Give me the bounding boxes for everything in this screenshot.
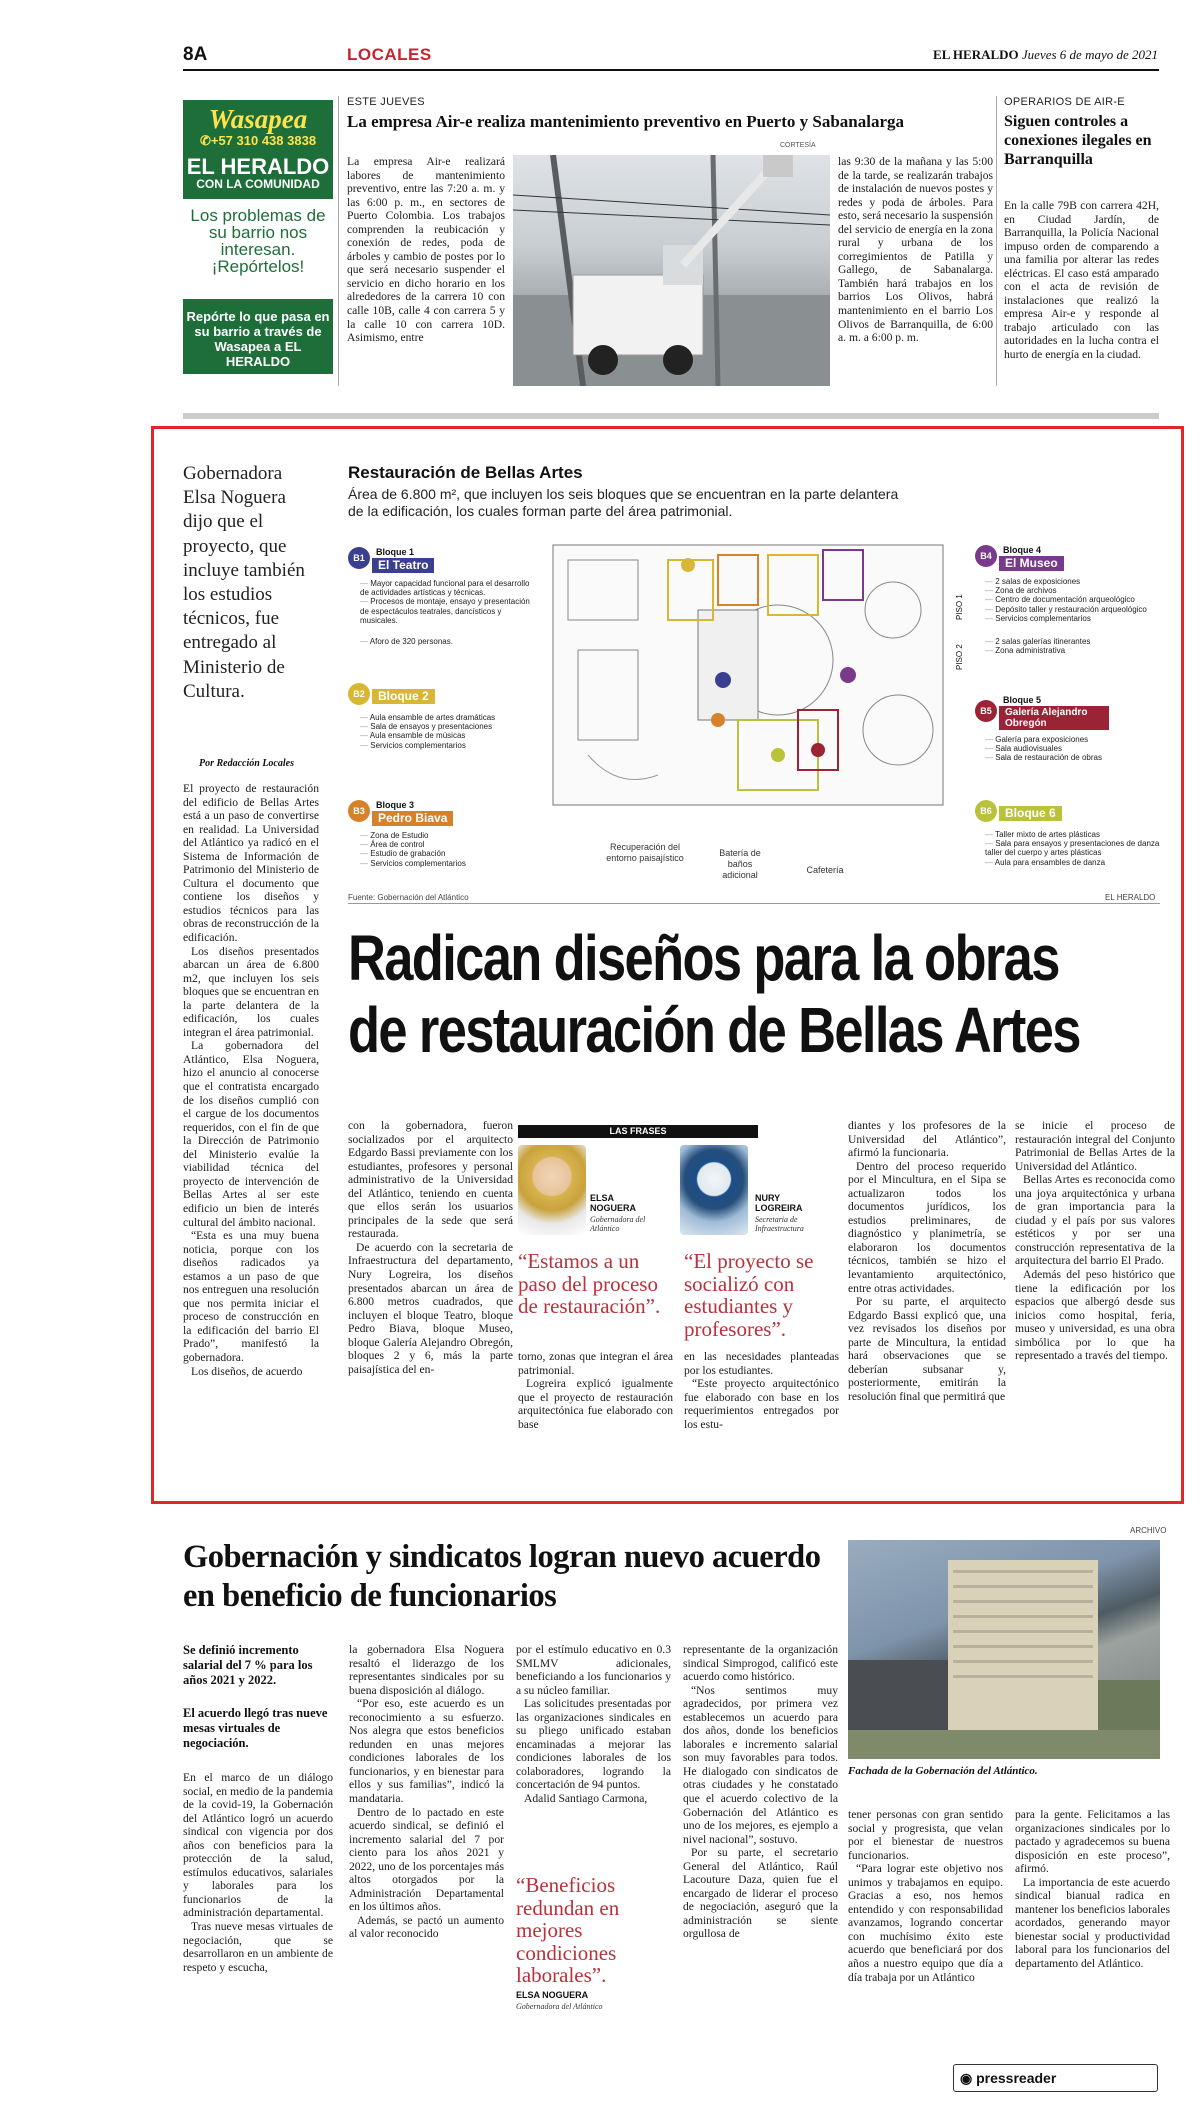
wasapea-body: Los problemas de su barrio nos interesan. ¡Repórtelos! (183, 199, 333, 299)
block-features (985, 735, 1160, 763)
block-name: Pedro Biava (372, 811, 453, 826)
block-badge: B5 (975, 700, 997, 722)
paragraph: con la gobernadora, fueron socializados por el arquitecto Edgardo Bassi previamente con los estudiantes, profesores y personal administrativo de la Universidad del Atlántico, teniendo en cuenta que ellos serán los usuarios principales de la sede que será restaurada. (348, 1119, 513, 1241)
block-feature: — Aforo de 320 personas. (360, 637, 540, 646)
page-number: 8A (183, 44, 208, 65)
block-label: Bloque 4 (1003, 545, 1042, 555)
paragraph: para la gente. Felicitamos a las organizaciones sindicales por lo pactado y agradecemos su buena disposición en este proceso”, afirmó. (1015, 1808, 1170, 1876)
paragraph: El proyecto de restauración del edificio de Bellas Artes está a un paso de convertirse en realidad. La Universidad del Atlántico ya radicó en el Sistema de Información de Patrimonio del Ministerio de Cultura el documento que contiene los diseños y estudios técnicos para las obras de reconstrucción de la edificación. (183, 782, 319, 945)
block-feature: — Sala de restauración de obras (985, 753, 1160, 762)
plan-marker-b6 (771, 748, 785, 762)
block-feature: — Aula ensamble de músicas (360, 731, 540, 740)
main-story-column (684, 1350, 839, 1431)
section-divider (183, 413, 1159, 419)
plan-marker-b2 (681, 558, 695, 572)
plan-marker-b1 (715, 672, 731, 688)
masthead (933, 47, 1158, 63)
block-legend-b4 (975, 545, 1160, 665)
block-label: Bloque 3 (376, 800, 415, 810)
headline-line: de restauración de Bellas Artes (348, 994, 1080, 1066)
main-headline (348, 922, 1080, 1066)
paragraph: Los diseños, de acuerdo (191, 1364, 303, 1378)
plan-label: Cafetería (806, 865, 844, 875)
bottom-story-column (1015, 1808, 1170, 1971)
block-feature: — Servicios complementarios (360, 859, 540, 868)
paragraph: La importancia de este acuerdo sindical bianual radica en mantener los beneficios laborales acordados, generando mayor bienestar social y productividad laboral para los funcionarios del departamento del Atlántico. (1015, 1875, 1170, 1971)
paragraph: Tras nueve mesas virtuales de negociación, que se desarrollaron en un ambiente de respeto y escucha, (183, 1920, 333, 1974)
bottom-headline: Gobernación y sindicatos logran nuevo acuerdo en beneficio de funcionarios (183, 1539, 821, 1614)
block-feature: — Sala para ensayos y presentaciones de danza taller del cuerpo y artes plásticas (985, 839, 1160, 857)
photo-caption: Fachada de la Gobernación del Atlántico. (848, 1765, 1038, 1777)
block-legend-b1 (348, 547, 538, 647)
right-story-body: En la calle 79B con carrera 42H, en Ciudad Jardín, de Barranquilla, la Policía Nacional impuso orden de comparendo a una familia por alterar las redes eléctricas. El caso está amparado con el acta de revisión de instalaciones que realizó la empresa Air-e y responde al trabajo articulado con las autoridades en la lucha contra el hurto de energía en la ciudad. (1004, 199, 1159, 362)
photo-credit: ARCHIVO (1130, 1526, 1167, 1535)
paragraph: La gobernadora del Atlántico, Elsa Noguera, hizo el anuncio al conocerse que el contratista encargado de los diseños cumplió con el cargue de los documentos requeridos, con el fin de que la Dirección de Patrimonio del Ministerio evalúe la viabilidad técnica del proyecto de intervención de Bellas Artes al ser este edificio un bien de interés cultural del ámbito nacional. (183, 1039, 319, 1229)
block-feature: — Taller mixto de artes plásticas (985, 830, 1160, 839)
plan-marker-b5 (811, 743, 825, 757)
block-features (360, 579, 540, 646)
wasapea-phone: ✆+57 310 438 3838 (199, 133, 317, 148)
block-features (985, 577, 1160, 655)
bottom-story-column (683, 1643, 838, 1941)
block-name: Bloque 2 (372, 689, 435, 704)
paragraph: se inicie el proceso de restauración integral del Conjunto Patrimonial de Bellas Artes de la Universidad del Atlántico. (1015, 1119, 1175, 1173)
paragraph: “Esta es una muy buena noticia, porque con los diseños radicados ya estamos a un paso de que nos entreguen una resolución que nos permita iniciar el proceso de construcción en la edificación del barrio El Prado”, manifestó la gobernadora. (183, 1229, 319, 1364)
top-story-photo (513, 155, 830, 386)
block-features (985, 830, 1160, 867)
paragraph: Dentro de lo pactado en este acuerdo sindical, se definió el incremento salarial del 7 por ciento para los años 2021 y 2022, uno de los porcentajes más altos otorgados por la Administración Departamental en los últimos años. (349, 1805, 504, 1914)
block-feature: — Servicios complementarios (360, 741, 540, 750)
wasapea-footer: Repórte lo que pasa en su barrio a través de Wasapea a EL HERALDO (186, 309, 330, 369)
paragraph: “Nos sentimos muy agradecidos, por primera vez establecemos un acuerdo para dos años, donde los beneficios laborales e incremento salarial son muy favorables para todos. He dialogado con sindicatos de otras ciudades y he constatado que el acuerdo colectivo de la Gobernación del Atlántico es uno de los mejores, es ejemplo a nivel nacional”, sostuvo. (683, 1683, 838, 1846)
paragraph: torno, zonas que integran el área patrimonial. (518, 1350, 673, 1377)
quote-role: Secretaria de Infraestructura (755, 1215, 804, 1233)
block-feature: — Sala audiovisuales (985, 744, 1160, 753)
infographic-subtitle: Área de 6.800 m², que incluyen los seis bloques que se encuentran en la parte delantera de la edificación, los cuales forman parte del área patrimonial. (348, 486, 899, 519)
pull-quote: “Beneficios redundan en mejores condiciones laborales”. (516, 1873, 620, 1987)
plan-label: Recuperación del entorno paisajístico (606, 842, 684, 863)
floor-label: PISO 1 (955, 594, 964, 620)
right-story-title: Siguen controles a conexiones ilegales en Barranquilla (1004, 113, 1152, 168)
whatsapp-icon: ✆ (199, 133, 211, 148)
infographic-title: Restauración de Bellas Artes (348, 463, 583, 482)
top-story-column: las 9:30 de la mañana y las 5:00 de la tarde, se realizarán trabajos de instalación de nuevos postes y redes y poda de árboles. Para esto, será necesario la suspensión del servicio de energía en la zona rural y urbana de los corregimientos de Patilla y Gallego, de Sabanalarga. También hará trabajos en los barrios Los Olivos, habrá mantenimiento en el barrio Los Olivos de Barranquilla, de 6:00 a. m. a 6:00 p. m. (838, 155, 993, 345)
plan-marker-b3 (711, 713, 725, 727)
quote-name: ELSA NOGUERA (516, 1990, 589, 2000)
quote-role: Gobernadora del Atlántico (590, 1215, 646, 1233)
pressreader-badge[interactable] (953, 2064, 1158, 2092)
block-feature: — 2 salas de exposiciones (985, 577, 1160, 586)
infographic-credit: EL HERALDO (1105, 893, 1156, 902)
top-story-kicker: ESTE JUEVES (347, 96, 425, 108)
block-badge: B2 (348, 683, 370, 705)
block-name: El Teatro (372, 558, 434, 573)
summary-point: El acuerdo llegó tras nueve mesas virtuales de negociación. (183, 1706, 328, 1750)
block-legend-b6 (975, 800, 1160, 880)
floor-label: PISO 2 (955, 644, 964, 670)
plan-label: Batería de baños adicional (719, 848, 761, 880)
block-badge: B4 (975, 545, 997, 567)
bottom-story-column (516, 1643, 671, 1806)
top-story-column: La empresa Air-e realizará labores de mantenimiento preventivo, entre las 7:20 a. m. y las 6:00 p. m., en sectores de Puerto Colombia. Los trabajos comprenden la reubicación y conexión de redes, poda de árboles y cambio de postes por lo que será necesario suspender el servicio en dicho horario en los alrededores de la carrera 10 con calle 10B, calle 4 con carrera 5 y la calle 10 con carrera 10D. Asimismo, entre (347, 155, 505, 345)
main-story-lede: Gobernadora Elsa Noguera dijo que el proyecto, que incluye también los estudios técnicos, fue entregado al Ministerio de Cultura. (183, 463, 305, 702)
column-divider (996, 96, 997, 386)
quote-role: Gobernadora del Atlántico (516, 2002, 603, 2011)
block-label: Bloque 1 (376, 547, 415, 557)
block-features (360, 713, 540, 750)
block-feature: — Aula ensamble de artes dramáticas (360, 713, 540, 722)
block-legend-b5 (975, 695, 1160, 775)
block-feature: — Área de control (360, 840, 540, 849)
infographic-rule (348, 903, 1160, 904)
paragraph: Dentro del proceso requerido por el Mincultura, en el Sipa se actualizaron todos los documentos jurídicos, los estudios preliminares, de diagnóstico y planimetría, se elaboraron los documentos técnicos, también se hizo el levantamiento arquitectónico, entre otras actividades. (848, 1159, 1006, 1295)
wasapea-brand-sub: CON LA COMUNIDAD (196, 177, 320, 191)
wasapea-ad (183, 100, 333, 374)
block-features (360, 831, 540, 868)
paragraph: diantes y los profesores de la Universidad del Atlántico”, afirmó la funcionaria. (848, 1119, 1006, 1160)
block-feature: — Zona de Estudio (360, 831, 540, 840)
bottom-photo (848, 1540, 1160, 1759)
paragraph: “Para lograr este objetivo nos unimos y trabajamos en equipo. Gracias a eso, nos hemos entendido y con responsabilidad avanzamos, logrando concertar con muchísimo éxito este acuerdo que beneficiará por dos años a nuestro equipo que día a día trabaja por un Atlántico (848, 1862, 1003, 1984)
bottom-story-column (183, 1771, 333, 1974)
infographic-source: Fuente: Gobernación del Atlántico (348, 893, 469, 902)
main-story-column (183, 782, 319, 1378)
paragraph: Por su parte, el arquitecto Edgardo Bassi explicó que, una vez revisados los diseños por parte de Mincultura, la entidad hará observaciones que se deberían subsanar y, posteriormente, emitirán la resolución final que permitirá que (848, 1295, 1006, 1403)
block-name: Galería Alejandro Obregón (999, 706, 1109, 730)
column-divider (338, 96, 339, 386)
block-legend-b3 (348, 800, 538, 880)
block-feature: — Galería para exposiciones (985, 735, 1160, 744)
block-name: El Museo (999, 556, 1064, 571)
paragraph: Adalid Santiago Carmona, (524, 1792, 648, 1806)
pull-quote: “Estamos a un paso del proceso de restauración”. (518, 1249, 661, 1318)
paragraph: Logreira explicó igualmente que el proyecto de restauración arquitectónica fue elaborado con base (518, 1377, 673, 1431)
issue-date: Jueves 6 de mayo de 2021 (1021, 47, 1158, 62)
main-story-column (1015, 1119, 1175, 1363)
block-feature: — Zona administrativa (985, 646, 1160, 655)
paper-name: EL HERALDO (933, 47, 1019, 62)
block-badge: B1 (348, 547, 370, 569)
quote-name: ELSA NOGUERA (590, 1193, 637, 1213)
wasapea-title: Wasapea (208, 104, 308, 134)
portrait-elsa-noguera (518, 1145, 586, 1235)
paragraph: representante de la organización sindical Simprogod, calificó este acuerdo como histórico. (683, 1643, 838, 1684)
block-badge: B3 (348, 800, 370, 822)
paragraph: De acuerdo con la secretaria de Infraestructura del departamento, Nury Logreira, los diseños presentados abarcan un área de 6.800 metros cuadrados, que incluyen el bloque Teatro, bloque Pedro Biava, bloque Museo, bloque Galería Alejandro Obregón, bloques 2 y 6, más la parte paisajística del en- (348, 1240, 513, 1376)
paragraph: Además del peso histórico que tiene la edificación por los espacios que albergó desde sus inicios como hospital, feria, museo y universidad, es una obra simbólica por lo que ha representado a través del tiempo. (1015, 1268, 1175, 1363)
block-feature: — Estudio de grabación (360, 849, 540, 858)
headline-line: Radican diseños para la obras (348, 922, 1059, 994)
quote-name: NURY LOGREIRA (755, 1193, 803, 1213)
main-story-column (518, 1350, 673, 1431)
quotes-label: LAS FRASES (518, 1125, 758, 1138)
photo-credit: CORTESÍA (780, 142, 816, 149)
portrait-nury-logreira (680, 1145, 748, 1235)
section-name: LOCALES (347, 45, 432, 64)
block-feature: — Mayor capacidad funcional para el desarrollo de actividades artísticas y técnicas. (360, 579, 540, 597)
block-badge: B6 (975, 800, 997, 822)
block-feature: — Procesos de montaje, ensayo y presentación de espectáculos teatrales, dancísticos y musicales. (360, 597, 540, 625)
pressreader-label: pressreader (976, 2070, 1057, 2086)
paragraph: Por su parte, el secretario General del Atlántico, Raúl Lacouture Daza, quien fue el encargado de liderar el proceso de negociación, aseguró que la administración se siente orgullosa de (683, 1846, 838, 1941)
main-story-column (848, 1119, 1006, 1403)
bottom-story-column (349, 1643, 504, 1941)
paragraph: Las solicitudes presentadas por las organizaciones sindicales en su pliego unificado estaban encaminadas a mejorar las condiciones laborales de los colaboradores, logrando la concertación de 94 puntos. (516, 1697, 671, 1792)
paragraph: Bellas Artes es reconocida como una joya arquitectónica y urbana de gran importancia para la ciudad y el país por sus valores estéticos y por ser una construcción representativa de la arquitectura del barrio El Prado. (1015, 1173, 1175, 1268)
main-story-column (348, 1119, 513, 1376)
block-feature: — Aula para ensambles de danza (985, 858, 1160, 867)
block-feature: — Sala de ensayos y presentaciones (360, 722, 540, 731)
block-feature: — Centro de documentación arqueológico (985, 595, 1160, 604)
right-story-kicker: OPERARIOS DE AIR-E (1004, 96, 1125, 108)
block-legend-b2 (348, 683, 538, 763)
paragraph: tener personas con gran sentido social y progresista, que velan por el bienestar de nuestros funcionarios. (848, 1808, 1003, 1862)
block-feature: — 2 salas galerías itinerantes (985, 637, 1160, 646)
block-name: Bloque 6 (999, 806, 1062, 821)
top-story-title: La empresa Air-e realiza mantenimiento preventivo en Puerto y Sabanalarga (347, 112, 904, 131)
pressreader-icon: ◉ (960, 2070, 973, 2086)
paragraph: Los diseños presentados abarcan un área de 6.800 m2, que incluyen los seis bloques que se encuentran en la parte delantera de la edificación, los cuales integran el área patrimonial. (183, 944, 319, 1039)
paragraph: por el estímulo educativo en 0.3 SMLMV adicionales, beneficiando a los funcionarios y a su núcleo familiar. (516, 1643, 671, 1697)
block-label: Bloque 5 (1003, 695, 1042, 705)
paragraph: la gobernadora Elsa Noguera resaltó el liderazgo de los representantes sindicales por su buena disposición al diálogo. (349, 1643, 504, 1697)
block-feature: — Depósito taller y restauración arqueológico (985, 605, 1160, 614)
paragraph: Además, se pactó un aumento al valor reconocido (349, 1913, 504, 1941)
wasapea-brand: EL HERALDO (186, 154, 330, 179)
header-rule (183, 69, 1159, 71)
pull-quote: “El proyecto se socializó con estudiantes y profesores”. (684, 1249, 814, 1341)
paragraph: “Este proyecto arquitectónico fue elaborado con base en los requerimientos entregados por los estu- (684, 1377, 839, 1431)
summary-point: Se definió incremento salarial del 7 % para los años 2021 y 2022. (183, 1643, 313, 1687)
paragraph: en las necesidades planteadas por los estudiantes. (684, 1350, 839, 1377)
paragraph: En el marco de un diálogo social, en medio de la pandemia de la covid-19, la Gobernación del Atlántico logró un acuerdo sindical con vigencia por dos años con beneficios para la protección de la salud, estímulos educativos, salariales y laborales para los funcionarios de la administración departamental. (183, 1771, 333, 1920)
block-feature: — Zona de archivos (985, 586, 1160, 595)
paragraph: “Por eso, este acuerdo es un reconocimiento a su esfuerzo. Nos alegra que estos beneficios redunden en unas mejores condiciones laborales de los funcionarios, y en bienestar para ellos y sus familias”, indicó la mandataria. (349, 1697, 504, 1806)
bottom-story-column (848, 1808, 1003, 1984)
byline: Por Redacción Locales (199, 758, 294, 769)
floor-plan (548, 540, 948, 810)
plan-marker-b4 (840, 667, 856, 683)
block-feature: — Servicios complementarios (985, 614, 1160, 623)
